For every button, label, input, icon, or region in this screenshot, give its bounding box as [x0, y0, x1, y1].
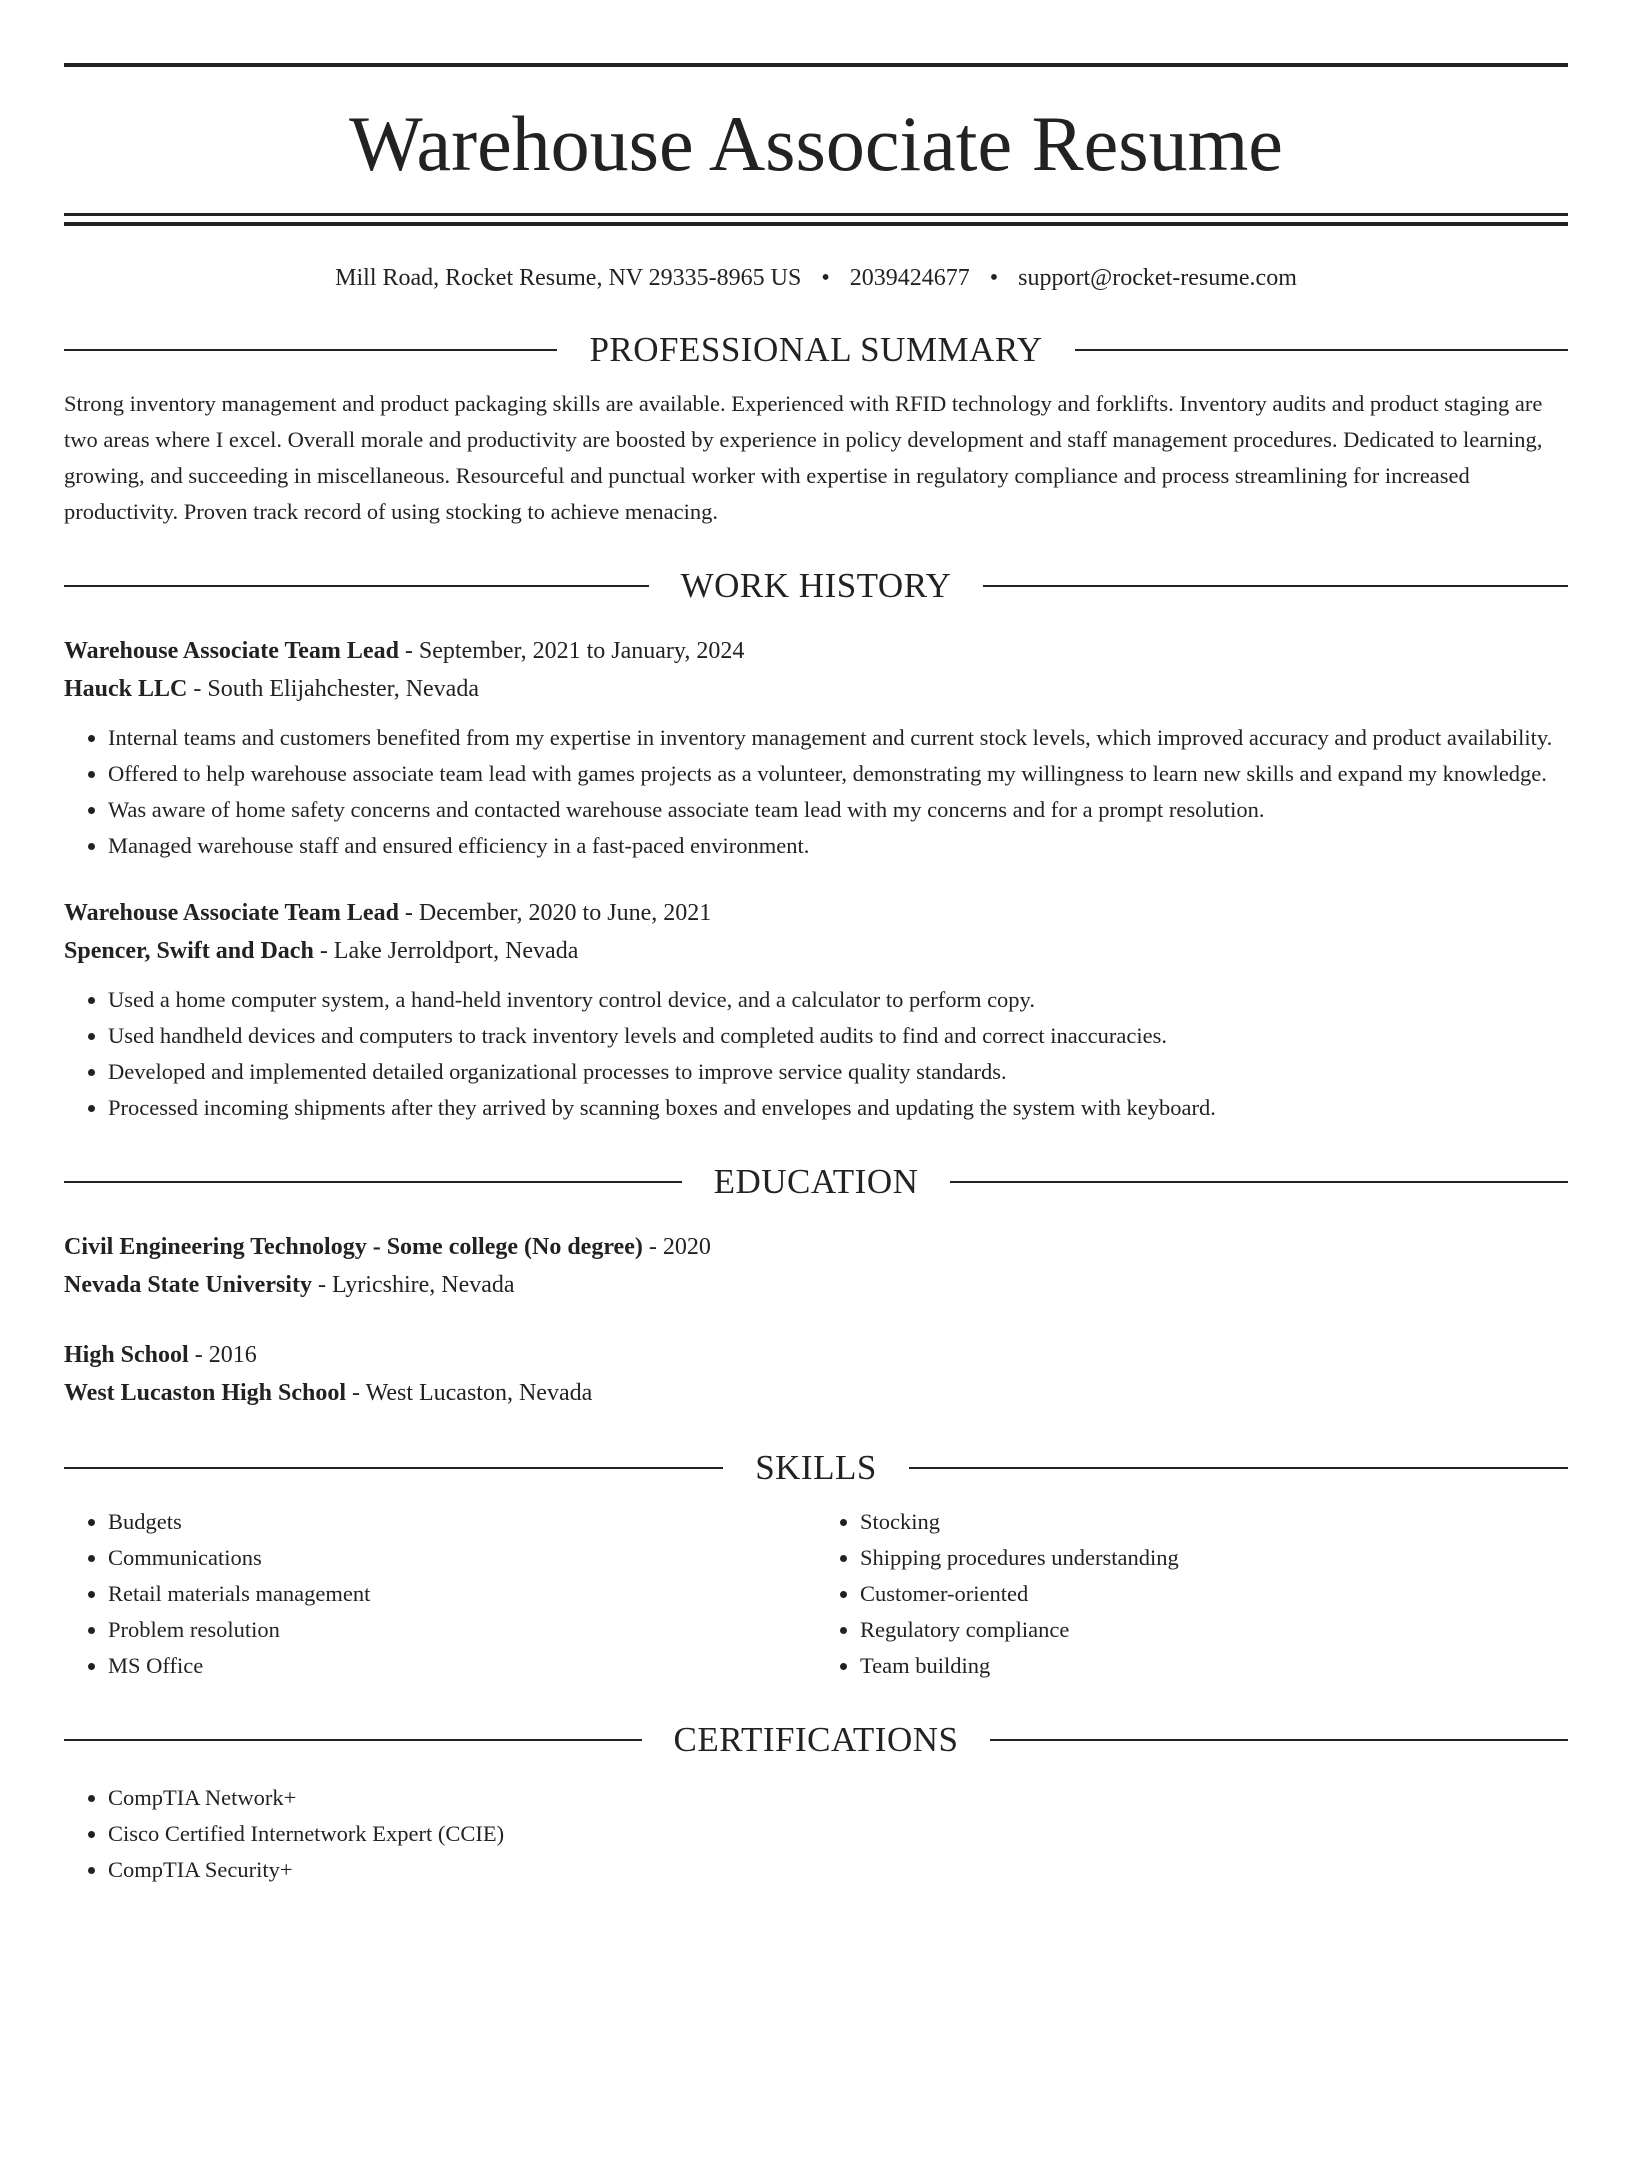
section-title: SKILLS — [755, 1448, 877, 1487]
list-item: • Communications — [108, 1540, 816, 1576]
job-company-line — [64, 670, 1568, 708]
skills-list-left — [64, 1504, 816, 1684]
education-entry — [64, 1228, 1568, 1304]
education-entry — [64, 1336, 1568, 1412]
list-item: • MS Office — [108, 1648, 816, 1684]
heading-rule — [64, 1739, 642, 1741]
heading-rule — [64, 1467, 723, 1469]
job-bullets — [64, 982, 1568, 1126]
heading-rule — [64, 585, 649, 587]
job-title: Warehouse Associate Team Lead — [64, 900, 399, 926]
job-company: Spencer, Swift and Dach — [64, 938, 314, 964]
list-item: • Team building — [860, 1648, 1568, 1684]
contact-address: Mill Road, Rocket Resume, NV 29335-8965 US — [335, 265, 802, 291]
resume-page — [0, 63, 1632, 1888]
job-dates: - September, 2021 to January, 2024 — [398, 638, 745, 664]
job-title-line — [64, 632, 1568, 670]
heading-rule — [983, 585, 1568, 587]
list-item: • CompTIA Network+ — [108, 1780, 1568, 1816]
job-title: Warehouse Associate Team Lead — [64, 638, 399, 664]
edu-degree: Civil Engineering Technology - Some college (No degree) — [64, 1234, 643, 1260]
list-item: • Offered to help warehouse associate team lead with games projects as a volunteer, demonstrating my willingness to learn new skills and expand my knowledge. — [108, 756, 1568, 792]
contact-line — [64, 262, 1568, 294]
section-heading-work — [64, 558, 1568, 614]
edu-degree-line — [64, 1336, 1568, 1374]
job-company: Hauck LLC — [64, 676, 188, 702]
separator-dot: • — [989, 265, 999, 291]
section-heading-certifications — [64, 1712, 1568, 1768]
list-item: • Regulatory compliance — [860, 1612, 1568, 1648]
section-title: CERTIFICATIONS — [673, 1720, 959, 1759]
section-title: WORK HISTORY — [680, 566, 952, 605]
title-rule-upper — [64, 213, 1568, 216]
edu-location: - Lyricshire, Nevada — [311, 1272, 515, 1298]
heading-rule — [990, 1739, 1568, 1741]
certifications-list — [64, 1780, 1568, 1888]
list-item: • Shipping procedures understanding — [860, 1540, 1568, 1576]
section-heading-skills — [64, 1440, 1568, 1496]
edu-year: - 2016 — [188, 1342, 257, 1368]
contact-phone: 2039424677 — [849, 265, 970, 291]
job-title-line — [64, 894, 1568, 932]
section-heading-education — [64, 1154, 1568, 1210]
edu-year: - 2020 — [642, 1234, 711, 1260]
job-entry — [64, 894, 1568, 1126]
list-item: • Customer-oriented — [860, 1576, 1568, 1612]
list-item: • Cisco Certified Internetwork Expert (CCIE) — [108, 1816, 1568, 1852]
list-item: • Problem resolution — [108, 1612, 816, 1648]
list-item: • CompTIA Security+ — [108, 1852, 1568, 1888]
list-item: • Managed warehouse staff and ensured efficiency in a fast-paced environment. — [108, 828, 1568, 864]
section-heading-summary — [64, 322, 1568, 378]
skills-list-right — [816, 1504, 1568, 1684]
edu-location: - West Lucaston, Nevada — [346, 1380, 593, 1406]
summary-text: Strong inventory management and product packaging skills are available. Experienced with RFID technology and forklifts. Inventory audits and product staging are two areas where I excel. Overall morale and productivity are boosted by experience in policy development and staff management procedures. Dedicated to learning, growing, and succeeding in miscellaneous. Resourceful and punctual worker with expertise in regulatory compliance and process streamlining for increased productivity. Proven track record of using stocking to achieve menacing. — [64, 391, 1543, 524]
edu-school: West Lucaston High School — [64, 1380, 347, 1406]
job-location: - South Elijahchester, Nevada — [187, 676, 479, 702]
list-item: • Retail materials management — [108, 1576, 816, 1612]
heading-rule — [909, 1467, 1568, 1469]
heading-rule — [64, 349, 557, 351]
job-dates: - December, 2020 to June, 2021 — [398, 900, 712, 926]
separator-dot: • — [821, 265, 830, 291]
list-item: • Processed incoming shipments after they arrived by scanning boxes and envelopes and updating the system with keyboard. — [108, 1090, 1568, 1126]
top-rule — [64, 63, 1568, 67]
section-title: EDUCATION — [713, 1162, 919, 1201]
skills-grid — [64, 1504, 1568, 1684]
list-item: • Developed and implemented detailed organizational processes to improve service quality standards. — [108, 1054, 1568, 1090]
edu-school-line — [64, 1374, 1568, 1412]
list-item: • Used handheld devices and computers to track inventory levels and completed audits to find and correct inaccuracies. — [108, 1018, 1568, 1054]
edu-degree-line — [64, 1228, 1568, 1266]
job-company-line — [64, 932, 1568, 970]
heading-rule — [1075, 349, 1568, 351]
heading-rule — [950, 1181, 1568, 1183]
contact-email: support@rocket-resume.com — [1018, 265, 1297, 291]
section-title: PROFESSIONAL SUMMARY — [589, 330, 1043, 369]
edu-degree: High School — [64, 1342, 189, 1368]
heading-rule — [64, 1181, 682, 1183]
title-rule-lower — [64, 222, 1568, 226]
edu-school: Nevada State University — [64, 1272, 312, 1298]
list-item: • Budgets — [108, 1504, 816, 1540]
page-title: Warehouse Associate Resume — [349, 100, 1283, 187]
job-bullets — [64, 720, 1568, 864]
list-item: • Stocking — [860, 1504, 1568, 1540]
list-item: • Internal teams and customers benefited from my expertise in inventory management and current stock levels, which improved accuracy and product availability. — [108, 720, 1568, 756]
list-item: • Used a home computer system, a hand-held inventory control device, and a calculator to perform copy. — [108, 982, 1568, 1018]
job-entry — [64, 632, 1568, 864]
edu-school-line — [64, 1266, 1568, 1304]
list-item: • Was aware of home safety concerns and contacted warehouse associate team lead with my concerns and for a prompt resolution. — [108, 792, 1568, 828]
job-location: - Lake Jerroldport, Nevada — [313, 938, 579, 964]
